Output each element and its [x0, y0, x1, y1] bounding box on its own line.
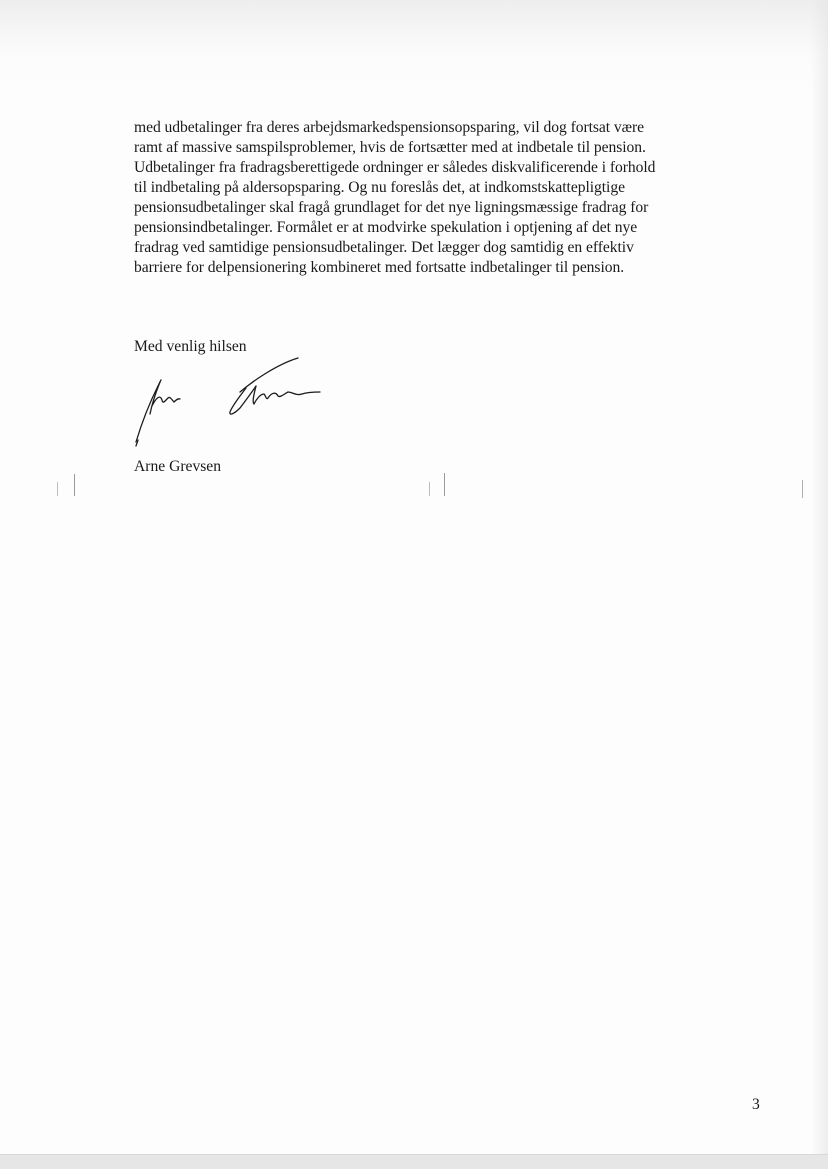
letter-body	[134, 118, 704, 278]
scan-mark	[429, 482, 430, 496]
body-line: til indbetaling på aldersopsparing. Og nu foreslås det, at indkomstskattepligtige	[134, 179, 625, 196]
scan-shading-right	[810, 0, 828, 1169]
scan-mark	[444, 473, 445, 496]
body-line: pensionsudbetalinger skal fragå grundlaget for det nye ligningsmæssige fradrag for	[134, 199, 649, 216]
page-number: 3	[752, 1096, 760, 1113]
body-line: med udbetalinger fra deres arbejdsmarkedspensionsopsparing, vil dog fortsat være	[134, 119, 645, 136]
closing-salutation: Med venlig hilsen	[134, 338, 247, 355]
body-line: Udbetalinger fra fradragsberettigede ordninger er således diskvalificerende i forhold	[134, 159, 656, 176]
scan-shading-bottom	[0, 1154, 828, 1169]
body-line: barriere for delpensionering kombineret med fortsatte indbetalinger til pension.	[134, 259, 625, 276]
body-line: fradrag ved samtidige pensionsudbetalinger. Det lægger dog samtidig en effektiv	[134, 239, 634, 256]
scan-shading-top	[0, 0, 828, 90]
scan-mark	[802, 480, 803, 498]
scan-mark	[74, 474, 75, 496]
body-line: pensionsindbetalinger. Formålet er at modvirke spekulation i optjening af det nye	[134, 219, 638, 236]
scan-mark	[57, 482, 58, 496]
signature-icon	[128, 352, 328, 448]
signer-name: Arne Grevsen	[134, 458, 222, 475]
body-line: ramt af massive samspilsproblemer, hvis de fortsætter med at indbetale til pension.	[134, 139, 646, 156]
